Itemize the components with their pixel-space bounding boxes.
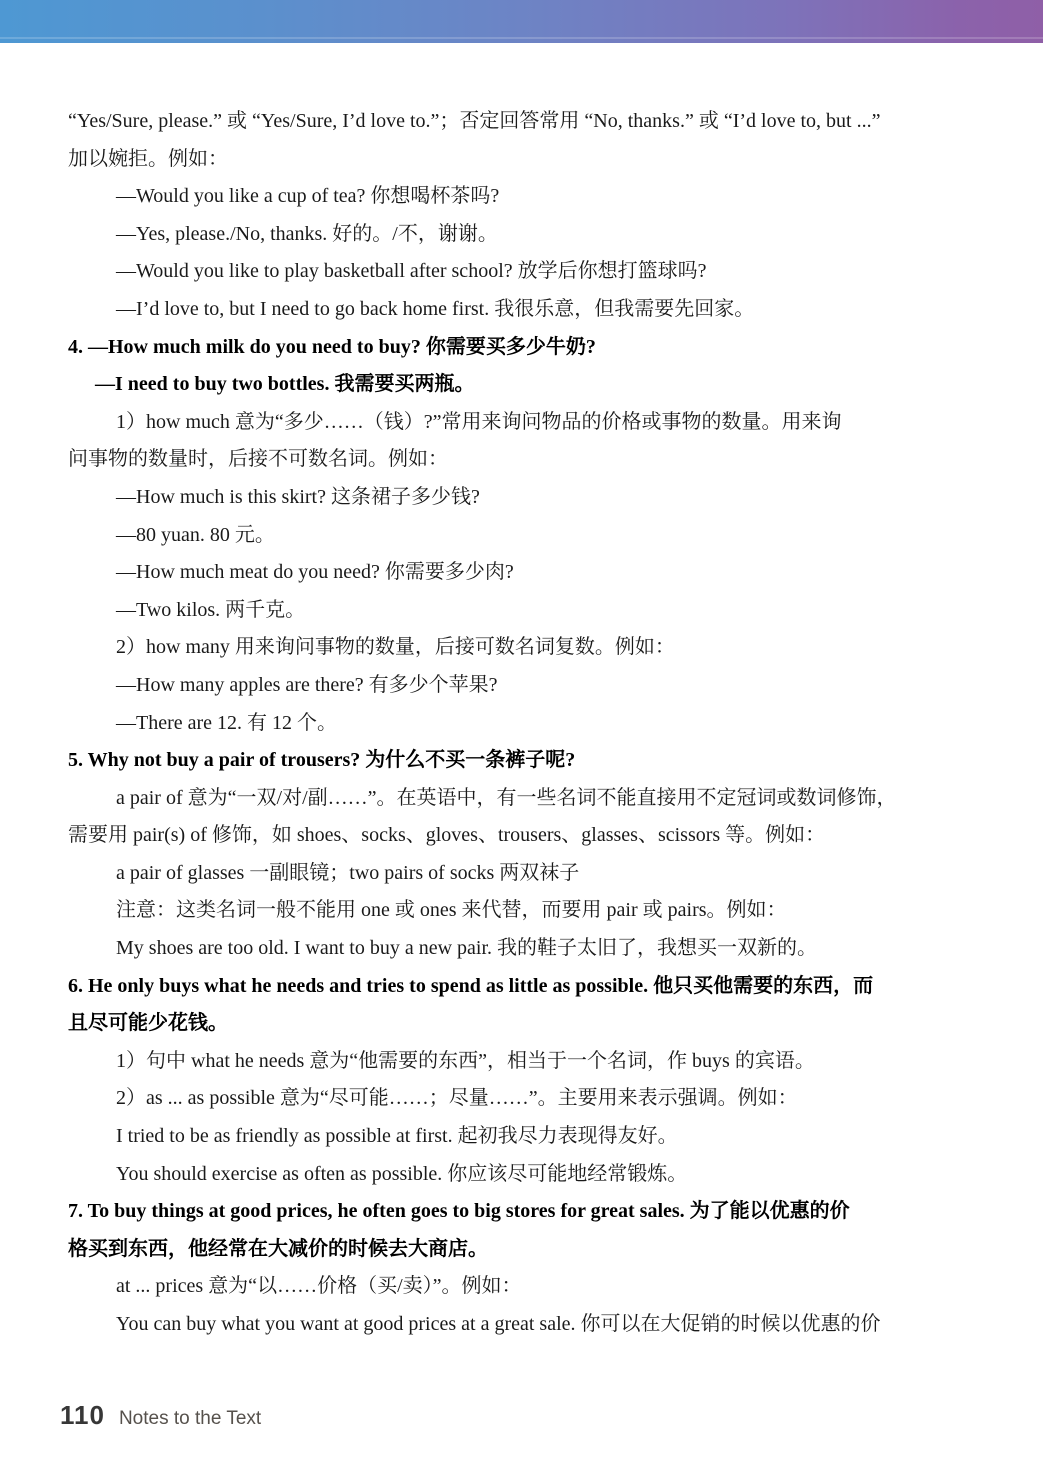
text-line: 5. Why not buy a pair of trousers? 为什么不买一条裤子呢?	[68, 749, 576, 772]
text-line: —There are 12. 有 12 个。	[116, 711, 338, 734]
notes-content	[0, 43, 1043, 1344]
text-line: My shoes are too old. I want to buy a new pair. 我的鞋子太旧了，我想买一双新的。	[116, 937, 818, 960]
text-lines	[68, 103, 985, 1344]
text-line: 注意：这类名词一般不能用 one 或 ones 来代替，而要用 pair 或 pairs。例如：	[116, 899, 787, 922]
text-line: 1）句中 what he needs 意为“他需要的东西”，相当于一个名词，作 buys 的宾语。	[116, 1049, 815, 1072]
text-line: 6. He only buys what he needs and tries to spend as little as possible. 他只买他需要的东西，而	[68, 974, 874, 997]
text-line: —Yes, please./No, thanks. 好的。/不，谢谢。	[116, 222, 498, 245]
text-line: 加以婉拒。例如：	[68, 147, 228, 170]
text-line: a pair of glasses 一副眼镜；two pairs of socks 两双袜子	[116, 861, 580, 884]
text-line: 1）how much 意为“多少……（钱）?”常用来询问物品的价格或事物的数量。用来询	[116, 410, 842, 433]
text-line: —How much meat do you need? 你需要多少肉?	[116, 561, 514, 584]
text-line: 4. —How much milk do you need to buy? 你需要买多少牛奶?	[68, 335, 596, 358]
text-line: —I need to buy two bottles. 我需要买两瓶。	[95, 373, 475, 396]
text-line: “Yes/Sure, please.” 或 “Yes/Sure, I’d love to.”；否定回答常用 “No, thanks.” 或 “I’d love to, but ...”	[68, 110, 881, 132]
text-line: You should exercise as often as possible. 你应该尽可能地经常锻炼。	[116, 1162, 688, 1185]
text-line: 且尽可能少花钱。	[68, 1012, 228, 1035]
text-line: 2）how many 用来询问事物的数量，后接可数名词复数。例如：	[116, 636, 675, 659]
text-line: —How much is this skirt? 这条裙子多少钱?	[116, 485, 480, 508]
text-line: 格买到东西，他经常在大减价的时候去大商店。	[68, 1237, 488, 1260]
text-line: —Two kilos. 两千克。	[116, 598, 306, 621]
text-line: 问事物的数量时，后接不可数名词。例如：	[68, 448, 448, 471]
page-footer	[60, 1400, 261, 1431]
text-line: 2）as ... as possible 意为“尽可能……；尽量……”。主要用来表示强调。例如：	[116, 1087, 798, 1110]
text-line: —80 yuan. 80 元。	[116, 523, 275, 546]
text-line: at ... prices 意为“以……价格（买/卖）”。例如：	[116, 1275, 522, 1298]
text-line: —How many apples are there? 有多少个苹果?	[116, 673, 498, 696]
footer-section-title: Notes to the Text	[118, 1408, 262, 1429]
page-number: 110	[60, 1400, 105, 1430]
text-line: You can buy what you want at good prices at a great sale. 你可以在大促销的时候以优惠的价	[116, 1313, 881, 1335]
header-gradient-bar	[0, 0, 1043, 43]
text-line: 7. To buy things at good prices, he often goes to big stores for great sales. 为了能以优惠的价	[68, 1200, 850, 1223]
text-line: —Would you like a cup of tea? 你想喝杯茶吗?	[116, 185, 500, 208]
text-line: 需要用 pair(s) of 修饰，如 shoes、socks、gloves、trousers、glasses、scissors 等。例如：	[68, 824, 826, 847]
text-line: I tried to be as friendly as possible at first. 起初我尽力表现得友好。	[116, 1125, 678, 1148]
text-line: —I’d love to, but I need to go back home first. 我很乐意，但我需要先回家。	[116, 297, 755, 320]
text-line: —Would you like to play basketball after school? 放学后你想打篮球吗?	[116, 260, 707, 283]
text-line: a pair of 意为“一双/对/副……”。在英语中，有一些名词不能直接用不定冠词或数词修饰，	[116, 786, 897, 809]
